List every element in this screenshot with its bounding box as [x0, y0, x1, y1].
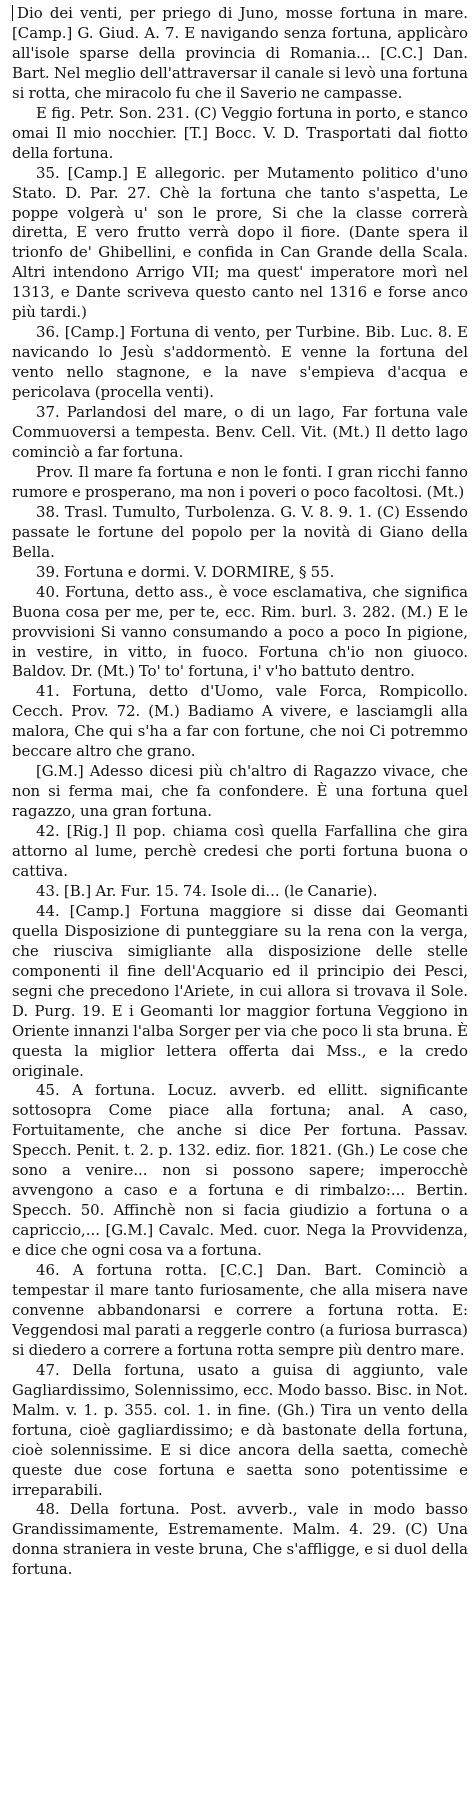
entry-proverb: Prov. Il mare fa fortuna e non le fonti. I gran ricchi fanno rumore e prosperano, ma non i poveri o poco facoltosi. (Mt.) [12, 462, 468, 501]
entry-continuation [12, 4, 468, 104]
entry-41-note: [G.M.] Adesso dicesi più ch'altro di Ragazzo vivace, che non si ferma mai, che fa confondere. È una fortuna quel ragazzo, una gran fortuna. [12, 762, 468, 821]
entry-42: 42. [Rig.] Il pop. chiama così quella Farfallina che gira attorno al lume, perchè credesi che porti fortuna buona o cattiva. [12, 822, 468, 880]
entry-36: 36. [Camp.] Fortuna di vento, per Turbine. Bib. Luc. 8. E navicando lo Jesù s'addormentò. E venne la fortuna del vento nello stagnone, e la nave s'empieva d'acqua e pericolava (procella venti). [12, 323, 468, 402]
dictionary-page [0, 4, 476, 1811]
entry-37: 37. Parlandosi del mare, o di un lago, Far fortuna vale Commuoversi a tempesta. Benv. Cell. Vit. (Mt.) Il detto lago cominciò a far fortuna. [12, 403, 468, 461]
entry-41: 41. Fortuna, detto d'Uomo, vale Forca, Rompicollo. Cecch. Prov. 72. (M.) Badiamo A vivere, e lasciamgli alla malora, Che qui s'ha a far con fortune, che noi Ci potremmo beccare altro che grano. [12, 682, 468, 761]
entry-38: 38. Trasl. Tumulto, Turbolenza. G. V. 8. 9. 1. (C) Essendo passate le fortune del popolo per la novità di Giano della Bella. [12, 502, 468, 561]
entry-40: 40. Fortuna, detto ass., è voce esclamativa, che significa Buona cosa per me, per te, ecc. Rim. burl. 3. 282. (M.) E le provvisioni Si vanno consumando a poco a poco In pigione, in vestire, in vitto, in fuoco. Fortuna ch'io non giuoco. Baldov. Dr. (Mt.) To' to' fortuna, i' v'ho battuto dentro. [12, 582, 468, 681]
entry-figurative: E fig. Petr. Son. 231. (C) Veggio fortuna in porto, e stanco omai Il mio nocchier. [T.] Bocc. V. D. Trasportati dal fiotto della fortuna. [12, 103, 468, 162]
entry-44: 44. [Camp.] Fortuna maggiore si disse dai Geomanti quella Disposizione di punteggiare su la rena con la verga, che riusciva simigliante alla disposizione delle stelle componenti il fine dell'Acquario ed il principio dei Pesci, segni che precedono l'Ariete, in cui allora si trovava il Sole. D. Purg. 19. E i Geomanti lor maggior fortuna Veggiono in Oriente innanzi l'alba Sorger per via che poco li sta bruna. È questa la miglior lettera offerta dai Mss., e la credo originale. [12, 901, 468, 1080]
entry-45: 45. A fortuna. Locuz. avverb. ed ellitt. significante sottosopra Come piace alla fortuna; anal. A caso, Fortuitamente, che anche si dice Per fortuna. Passav. Specch. Penit. t. 2. p. 132. ediz. fior. 1821. (Gh.) Le cose che sono a venire... non si possono sapere; imperocchè avvengono a caso e a fortuna e di rimbalzo:... Bertin. Specch. 50. Affinchè non si facia giudizio a fortuna o a capriccio,... [G.M.] Cavalc. Med. cuor. Nega la Provvidenza, e dice che ogni cosa va a fortuna. [12, 1081, 468, 1260]
entry-39: 39. Fortuna e dormi. V. DORMIRE, § 55. [36, 562, 335, 581]
column-rule-marker [12, 5, 13, 21]
entry-46: 46. A fortuna rotta. [C.C.] Dan. Bart. Cominciò a tempestar il mare tanto furiosamente, che alla misera nave convenne abbandonarsi e correre a fortuna rotta. E: Veggendosi mal parati a reggerle contro (a furiosa burrasca) si diedero a correre a fortuna rotta sempre più dentro mare. [12, 1261, 468, 1359]
entry-text: Dio dei venti, per priego di Juno, mosse fortuna in mare. [Camp.] G. Giud. A. 7. E navigando senza fortuna, applicàro all'isole sparse della provincia di Romania... [C.C.] Dan. Bart. Nel meglio dell'attraversar il canale si levò una fortuna si rotta, che miracolo fu che il Saverio ne campasse. [12, 4, 468, 102]
entry-43: 43. [B.] Ar. Fur. 15. 74. Isole di... (le Canarie). [36, 881, 378, 900]
entry-35: 35. [Camp.] E allegoric. per Mutamento politico d'uno Stato. D. Par. 27. Chè la fortuna che tanto s'aspetta, Le poppe volgerà u' son le prore, Si che la classe correrà diretta, E vero frutto verrà dopo il fiore. (Dante spera il trionfo de' Ghibellini, e confida in Can Grande della Scala. Altri intendono Arrigo VII; ma quest' imperatore morì nel 1313, e Dante scriveva questo canto nel 1316 e forse anco più tardi.) [12, 163, 468, 322]
entry-47: 47. Della fortuna, usato a guisa di aggiunto, vale Gagliardissimo, Solennissimo, ecc. Modo basso. Bisc. in Not. Malm. v. 1. p. 355. col. 1. in fine. (Gh.) Tira un vento della fortuna, cioè gagliardissimo; e dà bastonate della fortuna, cioè solennissime. E si dice ancora della saetta, comechè queste due cose fortuna e saetta sono potentissime e irreparabili. [12, 1360, 468, 1499]
entry-48: 48. Della fortuna. Post. avverb., vale in modo basso Grandissimamente, Estremamente. Malm. 4. 29. (C) Una donna straniera in veste bruna, Che s'affligge, e si duol della fortuna. [12, 1500, 468, 1579]
